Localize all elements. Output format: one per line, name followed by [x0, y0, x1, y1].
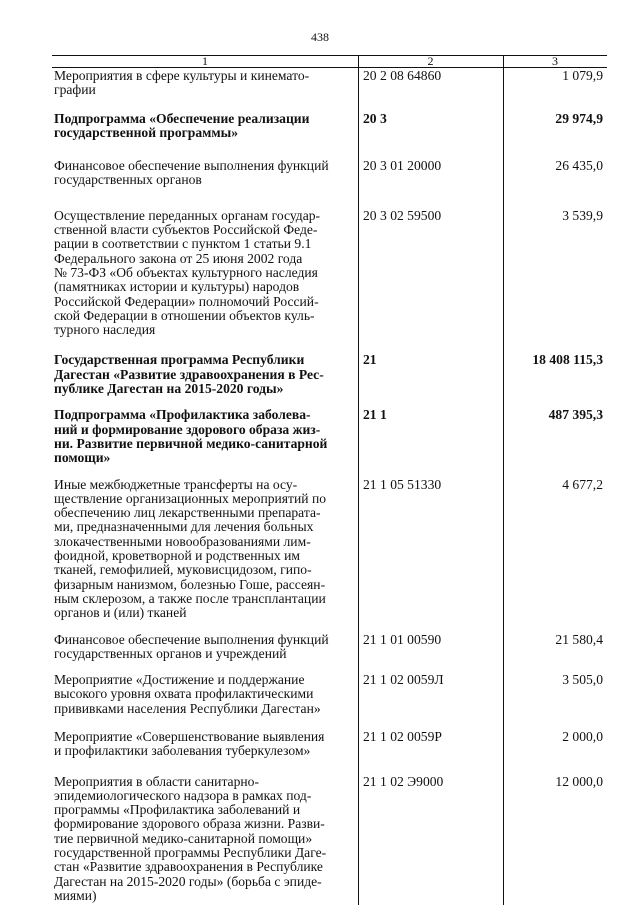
- row-amount: 3 539,9: [562, 207, 603, 223]
- row-code: 20 2 08 64860: [363, 68, 442, 83]
- row-code: 21: [363, 352, 377, 368]
- row-name: Финансовое обеспечение выполнения функций государственных органов: [54, 158, 329, 188]
- page-number: 438: [311, 30, 329, 44]
- table-row: [52, 478, 607, 621]
- row-code: 20 3 01 20000: [363, 158, 442, 174]
- row-code: 21 1 02 0059Л: [363, 672, 444, 688]
- table-row: [52, 408, 607, 465]
- row-name: Подпрограмма «Профилактика заболева- ний и формирование здорового образа жиз- ни. Развитие первичной медико-санитарной помощи»: [54, 407, 328, 466]
- table-row: [52, 730, 607, 759]
- row-amount: 3 505,0: [562, 672, 603, 688]
- header-col-3: 3: [552, 54, 558, 68]
- header-col-1: 1: [202, 54, 208, 68]
- row-name: Осуществление переданных органам государ- ственной власти субъектов Российской Феде- рации в соответствии с пунктом 1 статьи 9.1 Федерального закона от 25 июня 2002 года № 73-ФЗ «Об объектах культурного наследия (памятниках истории и культуры) народов Российской Федерации» полномочий Россий- ской Федерации в отношении объектов куль- турного наследия: [54, 207, 321, 338]
- row-amount: 487 395,3: [548, 407, 603, 423]
- table-row: [52, 209, 607, 338]
- budget-table: [52, 55, 607, 905]
- row-code: 21 1 02 Э9000: [363, 773, 444, 789]
- table-row: [52, 353, 607, 396]
- row-code: 21 1: [363, 407, 387, 423]
- row-amount: 4 677,2: [562, 476, 603, 492]
- table-header: [52, 55, 607, 67]
- row-code: 20 3: [363, 110, 387, 126]
- table-body: [52, 69, 607, 903]
- row-name: Мероприятие «Достижение и поддержание высокого уровня охвата профилактическими прививками населения Республики Дагестан»: [54, 672, 321, 716]
- row-amount: 21 580,4: [555, 631, 603, 647]
- table-row: [52, 673, 607, 716]
- row-amount: 12 000,0: [555, 773, 603, 789]
- table-row: [52, 159, 607, 188]
- row-code: 21 1 02 0059Р: [363, 728, 442, 744]
- row-name: Мероприятия в сфере культуры и кинемато- графии: [54, 68, 310, 98]
- table-row: [52, 69, 607, 98]
- row-amount: 1 079,9: [562, 68, 603, 83]
- table-row: [52, 112, 607, 141]
- header-col-2: 2: [427, 54, 434, 68]
- row-amount: 2 000,0: [562, 728, 603, 744]
- row-name: Финансовое обеспечение выполнения функций государственных органов и учреждений: [54, 631, 329, 661]
- row-name: Государственная программа Республики Дагестан «Развитие здравоохранения в Рес- публике Дагестан на 2015-2020 годы»: [54, 352, 324, 397]
- row-code: 20 3 02 59500: [363, 207, 442, 223]
- row-amount: 18 408 115,3: [532, 352, 603, 368]
- row-amount: 26 435,0: [555, 158, 603, 174]
- row-amount: 29 974,9: [555, 110, 603, 126]
- row-name: Подпрограмма «Обеспечение реализации государственной программы»: [54, 110, 310, 140]
- row-code: 21 1 01 00590: [363, 631, 442, 647]
- table-row: [52, 633, 607, 662]
- row-name: Иные межбюджетные трансферты на осу- ществление организационных мероприятий по обеспечению лиц лекарственными препарата- ми, предназначенными для лечения больных злокачественными новообразованиями лим- фоидной, кроветворной и родственных им тканей, гемофилией, муковисцидозом, гипо- физарным нанизмом, болезнью Гоше, рассеян- ным склерозом, а также после трансплантации органов и (или) тканей: [54, 476, 327, 621]
- table-row: [52, 775, 607, 904]
- row-name: Мероприятия в области санитарно- эпидемиологического надзора в рамках под- программы «Профилактика заболеваний и формирование здорового образа жизни. Разви- тие первичной медико-санитарной помощи» государственной программы Республики Даге- стан «Развитие здравоохранения в Республике Дагестан на 2015-2020 годы» (борьба с эпиде- миями): [54, 773, 327, 903]
- row-code: 21 1 05 51330: [363, 476, 442, 492]
- row-name: Мероприятие «Совершенствование выявления и профилактики заболевания туберкулезом»: [54, 728, 325, 759]
